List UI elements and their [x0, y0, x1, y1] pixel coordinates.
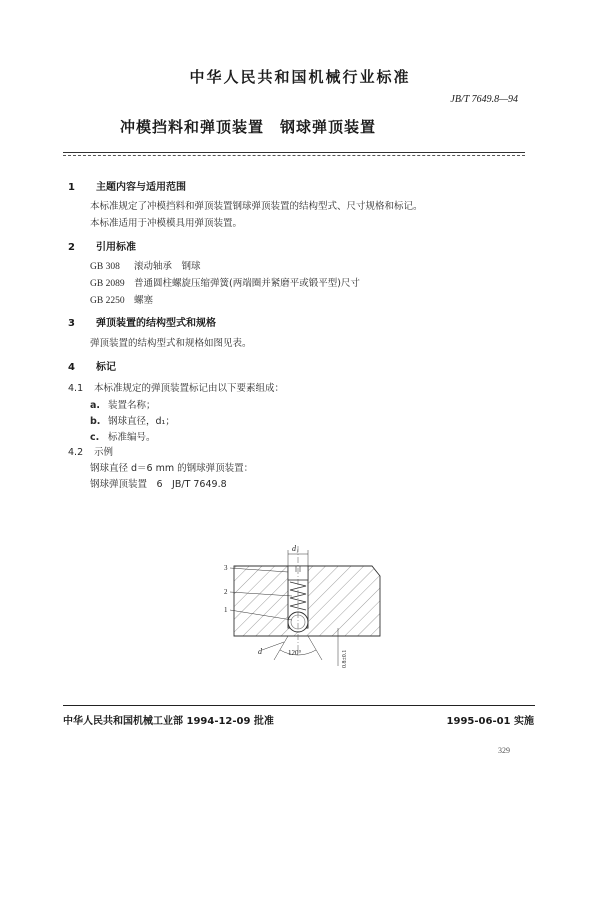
list-item-mark: b. [90, 416, 101, 427]
list-item-text: 钢球直径，d₁； [108, 416, 175, 427]
list-item-text: 装置名称； [108, 400, 156, 411]
section-1-heading [68, 178, 186, 193]
list-item [90, 413, 175, 427]
section-1-title: 主题内容与适用范围 [96, 182, 186, 193]
example-line-2: 钢球弹顶装置 6 JB/T 7649.8 [90, 479, 227, 490]
reference-code: GB 2089 [90, 279, 125, 289]
footer-rule [63, 705, 535, 706]
section-4-heading [68, 358, 116, 373]
header-rule-bottom [63, 155, 525, 156]
section-1-paragraph-2: 本标准适用于冲模模具用弹顶装置。 [90, 218, 243, 229]
section-1-paragraph-1: 本标准规定了冲模挡料和弹顶装置钢球弹顶装置的结构型式、尺寸规格和标记。 [90, 201, 423, 212]
implementation-date: 1995-06-01 实施 [446, 716, 534, 727]
subsection-4-1 [68, 380, 284, 394]
label-d: d [258, 647, 262, 656]
section-1-number: 1 [68, 182, 75, 193]
subsection-4-2 [68, 444, 113, 458]
reference-text: 螺塞 [134, 295, 154, 306]
subsection-4-2-title: 示例 [94, 447, 114, 458]
label-angle: 120° [288, 649, 302, 657]
callout-2: 2 [224, 588, 228, 596]
reference-item [90, 258, 201, 272]
document-title: 冲模挡料和弹顶装置 钢球弹顶装置 [120, 118, 377, 136]
list-item-text: 标准编号。 [108, 432, 156, 443]
subsection-4-1-number: 4.1 [68, 383, 84, 394]
reference-item [90, 292, 153, 306]
section-3-title: 弹顶装置的结构型式和规格 [96, 318, 216, 329]
section-3-number: 3 [68, 318, 75, 329]
header-rule-top [63, 152, 525, 153]
label-d1: d₁ [292, 544, 299, 553]
reference-code: GB 2250 [90, 296, 125, 306]
section-2-heading [68, 238, 136, 253]
example-line-1: 钢球直径 d＝6 mm 的钢球弹顶装置： [90, 463, 254, 474]
reference-text: 普通圆柱螺旋压缩弹簧(两端圈并紧磨平或锻平型)尺寸 [134, 278, 360, 289]
page-number: 329 [498, 746, 510, 755]
subsection-4-2-number: 4.2 [68, 447, 84, 458]
reference-item [90, 275, 360, 289]
list-item-mark: a. [90, 400, 101, 411]
list-item-mark: c. [90, 432, 100, 443]
list-item [90, 429, 156, 443]
section-4-title: 标记 [96, 362, 116, 373]
standard-category-title: 中华人民共和国机械行业标准 [189, 68, 411, 86]
standard-number: JB/T 7649.8—94 [450, 94, 518, 105]
callout-3: 3 [224, 564, 228, 572]
section-3-paragraph: 弹顶装置的结构型式和规格如图见表。 [90, 338, 252, 349]
section-2-number: 2 [68, 242, 75, 253]
section-4-number: 4 [68, 362, 75, 373]
reference-code: GB 308 [90, 262, 120, 272]
section-2-title: 引用标准 [96, 242, 136, 253]
reference-text: 滚动轴承 钢球 [134, 261, 201, 272]
list-item [90, 397, 156, 411]
callout-1: 1 [224, 606, 228, 614]
section-3-heading [68, 314, 216, 329]
ball-plunger-figure [222, 542, 392, 670]
subsection-4-1-text: 本标准规定的弹顶装置标记由以下要素组成： [94, 383, 285, 394]
approval-statement: 中华人民共和国机械工业部 1994-12-09 批准 [63, 716, 274, 727]
label-protrusion: 0.8±0.1 [342, 649, 348, 668]
